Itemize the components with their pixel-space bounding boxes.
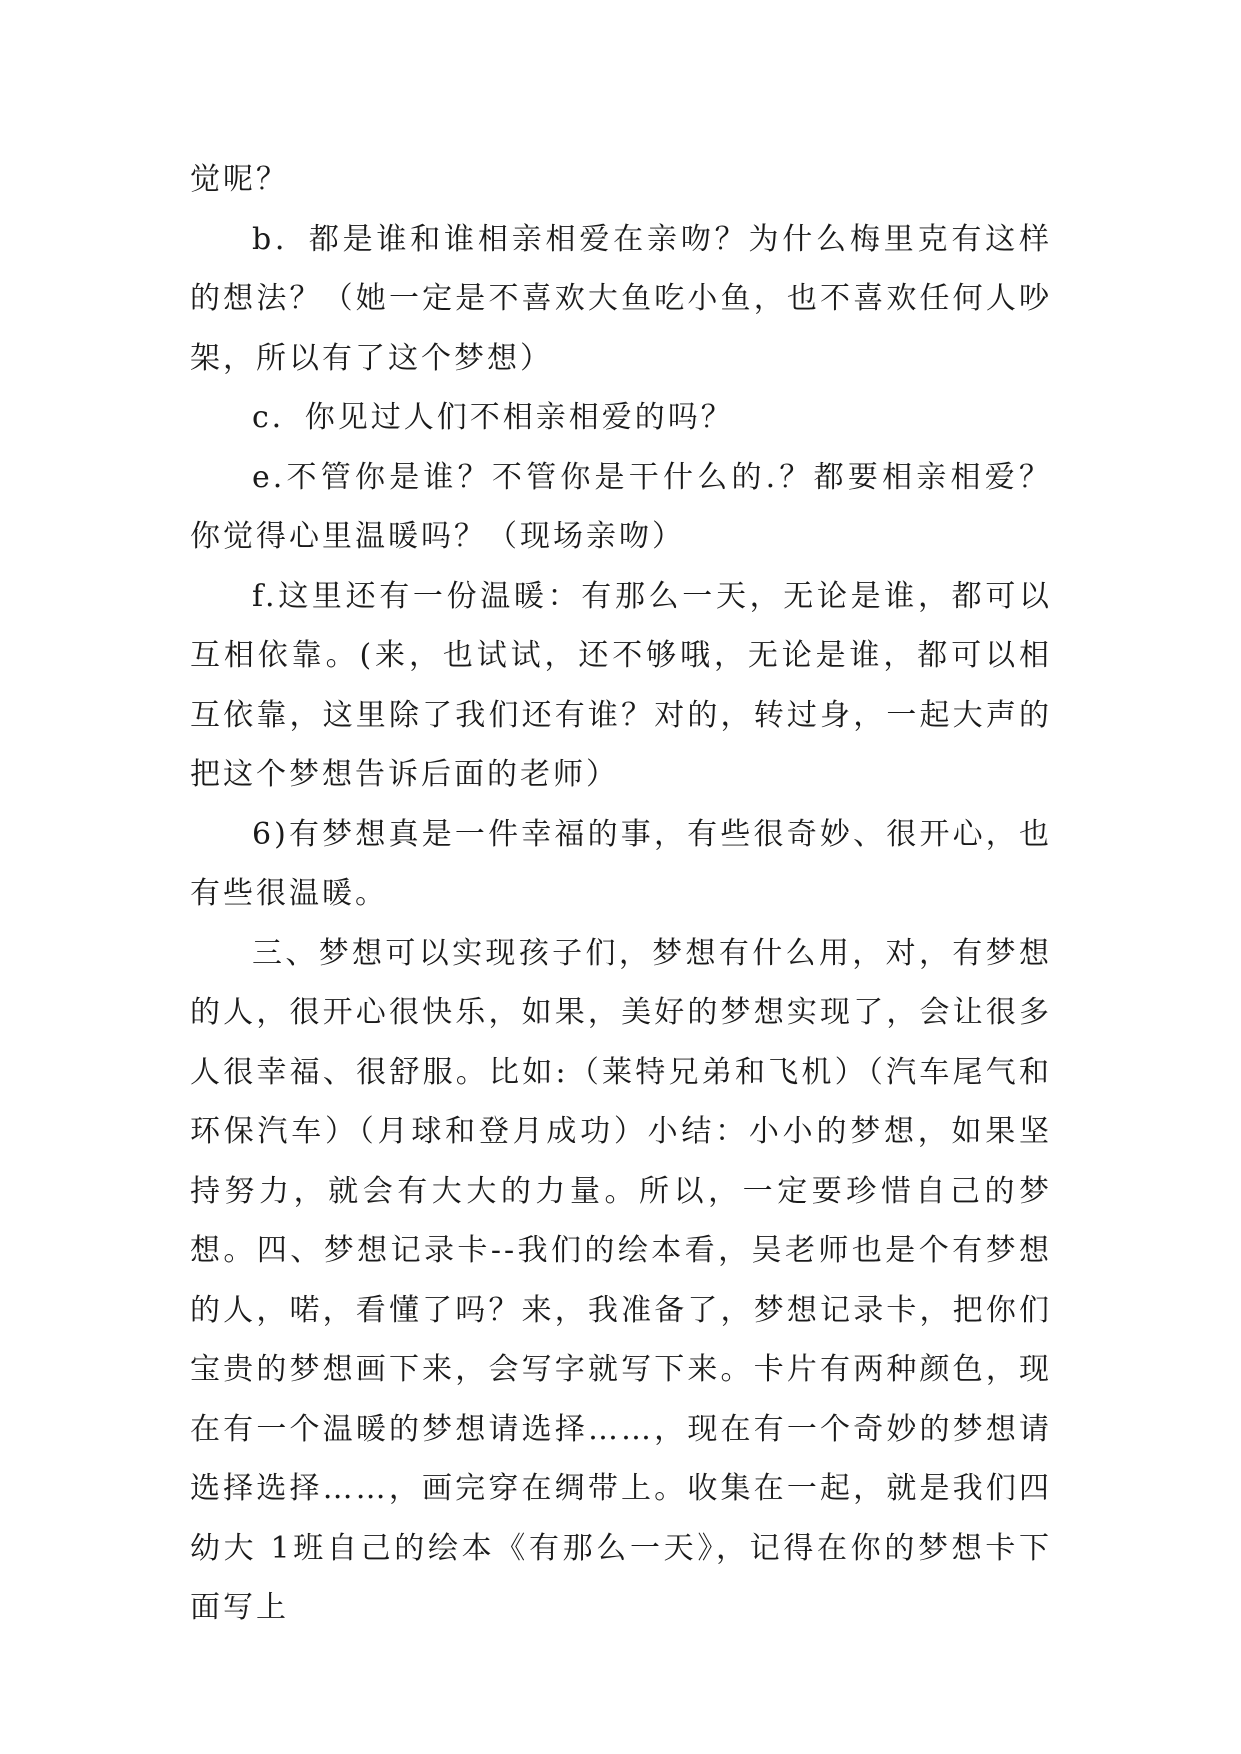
paragraph-f: f.这里还有一份温暖：有那么一天，无论是谁，都可以互相依靠。(来，也试试，还不够哦，无论是谁，都可以相互依靠，这里除了我们还有谁？对的，转过身，一起大声的把这个梦想告诉后面的老师）: [190, 578, 1052, 792]
paragraph-c: c．你见过人们不相亲相爱的吗？: [252, 400, 734, 435]
paragraph-continuation: 觉呢？: [190, 162, 289, 197]
paragraph-6: 6)有梦想真是一件幸福的事，有些很奇妙、很开心，也有些很温暖。: [190, 816, 1052, 911]
paragraph-e: e.不管你是谁？不管你是干什么的.？都要相亲相爱？你觉得心里温暖吗？（现场亲吻）: [190, 459, 1052, 554]
paragraph-section-three: 三、梦想可以实现孩子们，梦想有什么用，对，有梦想的人，很开心很快乐，如果，美好的梦想实现了，会让很多人很幸福、很舒服。比如:（莱特兄弟和飞机）（汽车尾气和环保汽车）（月球和登月成功）小结：小小的梦想，如果坚持努力，就会有大大的力量。所以，一定要珍惜自己的梦想。四、梦想记录卡--我们的绘本看，吴老师也是个有梦想的人，喏，看懂了吗？来，我准备了，梦想记录卡，把你们宝贵的梦想画下来，会写字就写下来。卡片有两种颜色，现在有一个温暖的梦想请选择……，现在有一个奇妙的梦想请选择选择……，画完穿在绸带上。收集在一起，就是我们四幼大 1班自己的绘本《有那么一天》，记得在你的梦想卡下面写上: [190, 935, 1052, 1625]
paragraph-b: b．都是谁和谁相亲相爱在亲吻？为什么梅里克有这样的想法？（她一定是不喜欢大鱼吃小鱼，也不喜欢任何人吵架，所以有了这个梦想）: [190, 221, 1052, 376]
body-text: [190, 150, 1052, 1638]
